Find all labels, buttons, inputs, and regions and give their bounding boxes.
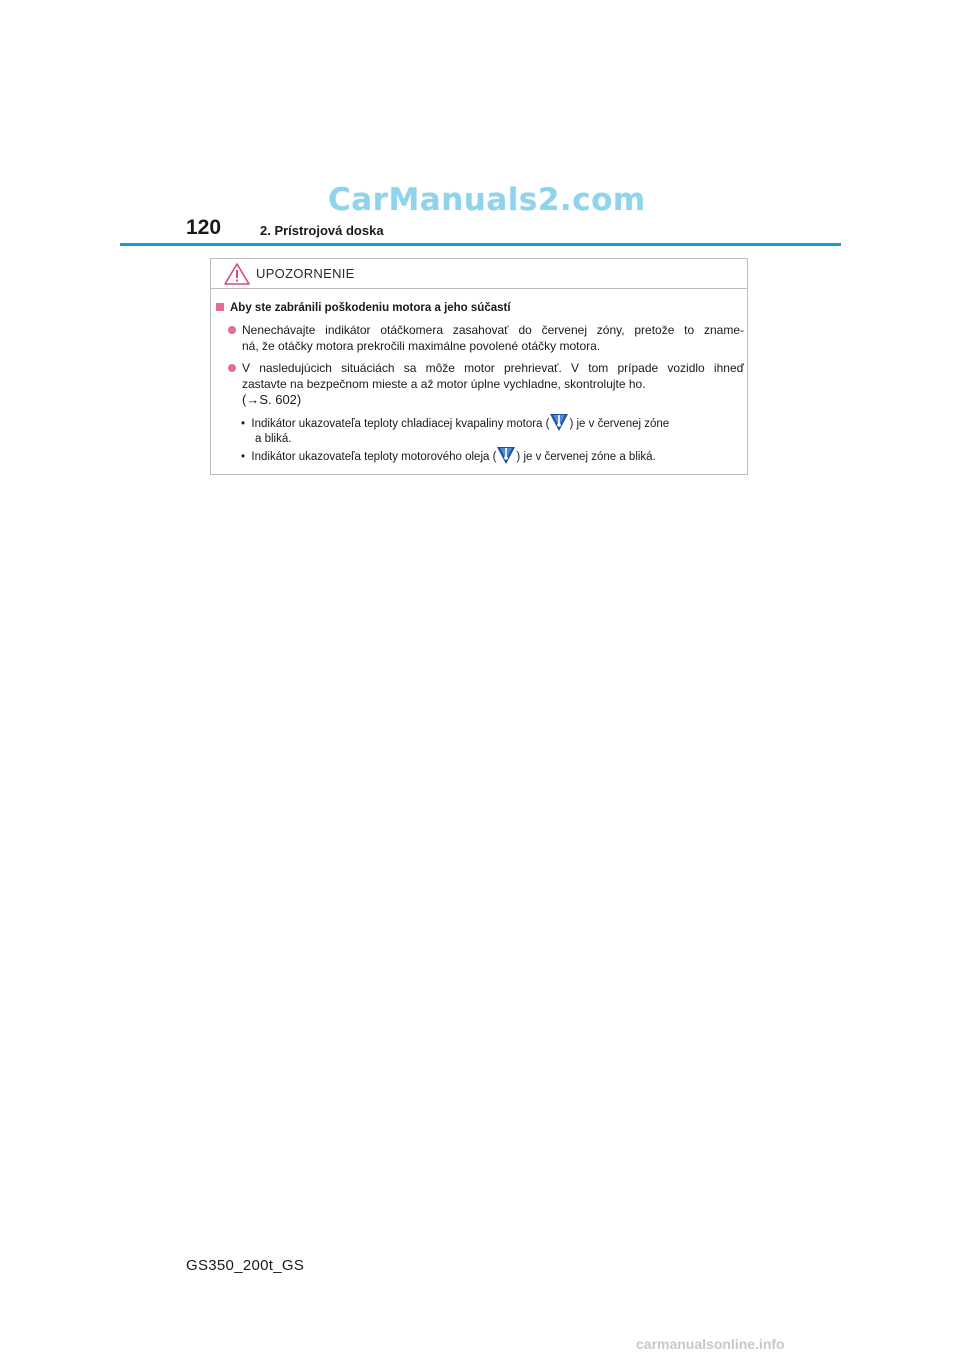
bullet-1-line-1: Nenechávajte indikátor otáčkomera zasahovať do červenej zóny, pretože to zname- <box>242 323 744 337</box>
bullet-1-line-2: ná, že otáčky motora prekročili maximálne povolené otáčky motora. <box>242 339 601 353</box>
sub-item-marker: • <box>241 418 252 430</box>
warning-subheading <box>216 302 511 314</box>
sub-item-2-text-a: Indikátor ukazovateľa teploty motorového oleja ( <box>251 451 497 463</box>
model-code: GS350_200t_GS <box>186 1257 305 1274</box>
sub-item-coolant <box>241 412 669 446</box>
sub-item-1-cont: a bliká. <box>255 433 292 445</box>
warning-box <box>210 258 748 475</box>
warning-triangle-icon <box>224 263 250 285</box>
sub-item-marker: • <box>241 451 252 463</box>
coolant-gauge-icon <box>549 412 569 432</box>
sub-item-1-text-b: ) je v červenej zóne <box>569 418 670 430</box>
sub-item-oil <box>241 445 656 465</box>
page-number: 120 <box>186 216 222 239</box>
bullet-2-line-1: V nasledujúcich situáciách sa môže motor prehrievať. V tom prípade vozidlo ihneď <box>242 361 744 375</box>
square-bullet-icon <box>216 303 224 311</box>
bullet-2-line-2: zastavte na bezpečnom mieste a až motor úplne vychladne, skontrolujte ho. <box>242 377 646 391</box>
warning-header <box>211 259 747 289</box>
oil-gauge-icon <box>496 445 516 465</box>
watermark-carmanuals2: CarManuals2.com <box>328 182 646 218</box>
warning-bullet-2 <box>228 360 744 408</box>
section-title: 2. Prístrojová doska <box>260 223 384 238</box>
page-reference: (→S. 602) <box>242 392 302 407</box>
watermark-carmanualsonline: carmanualsonline.info <box>636 1336 785 1352</box>
sub-item-2-text-b: ) je v červenej zóne a bliká. <box>516 451 656 463</box>
header-rule <box>120 243 841 246</box>
warning-bullet-1 <box>228 322 744 354</box>
warning-subheading-text: Aby ste zabránili poškodeniu motora a jeho súčastí <box>230 302 511 314</box>
sub-item-1-text-a: Indikátor ukazovateľa teploty chladiacej kvapaliny motora ( <box>251 418 550 430</box>
round-bullet-icon <box>228 326 236 334</box>
warning-title: UPOZORNENIE <box>256 266 355 281</box>
round-bullet-icon <box>228 364 236 372</box>
